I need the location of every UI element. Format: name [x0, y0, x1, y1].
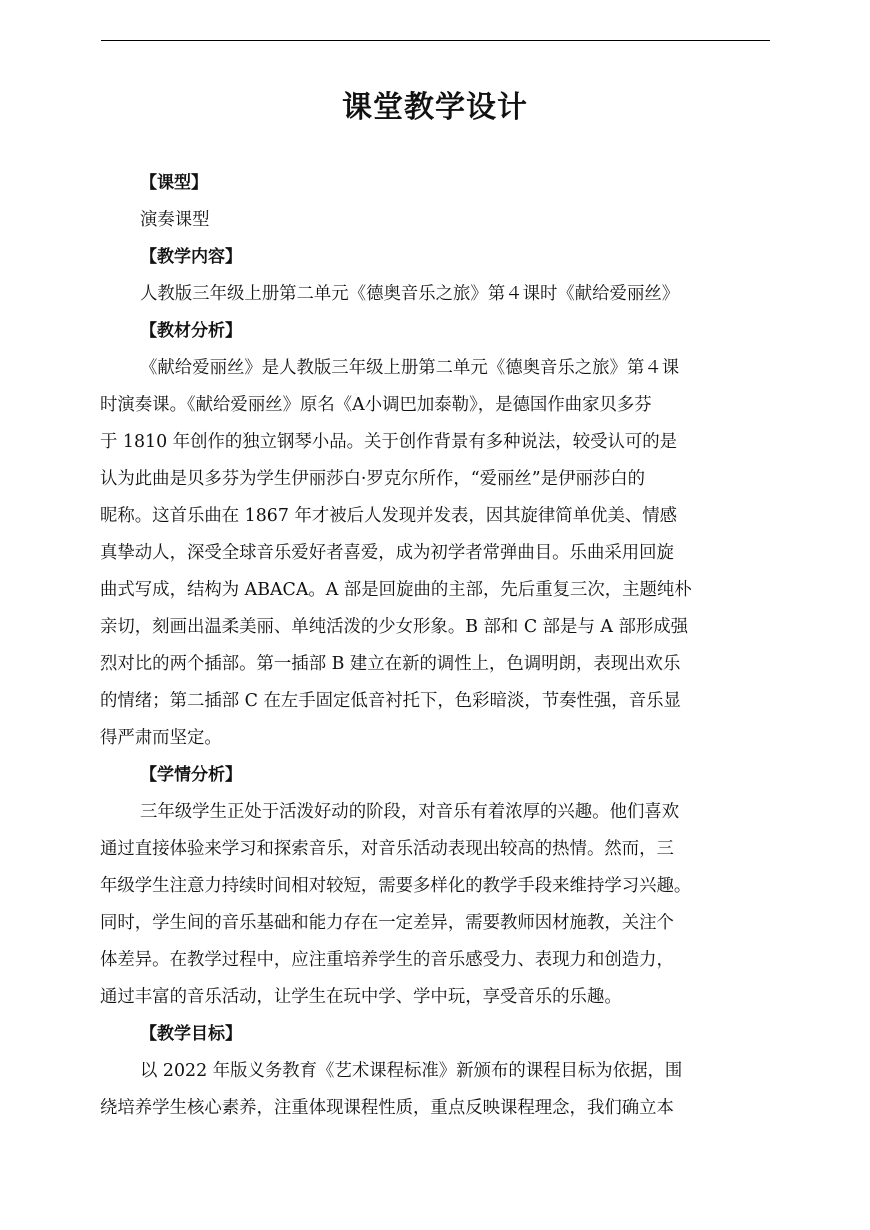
section-heading: 【教材分析】 [140, 321, 242, 341]
paragraph-line: 亲切，刻画出温柔美丽、单纯活泼的少女形象。B 部和 C 部是与 A 部形成强 [100, 617, 689, 637]
section-student-analysis [100, 757, 776, 1016]
paragraph-line: 同时，学生间的音乐基础和能力存在一定差异，需要教师因材施教，关注个 [100, 913, 674, 933]
section-teaching-content [100, 239, 776, 313]
section-teaching-objectives [100, 1016, 776, 1127]
paragraph-line: 曲式写成，结构为 ABACA。A 部是回旋曲的主部，先后重复三次，主题纯朴 [100, 580, 692, 600]
document-title: 课堂教学设计 [342, 90, 528, 125]
paragraph-line: 烈对比的两个插部。第一插部 B 建立在新的调性上，色调明朗，表现出欢乐 [100, 654, 681, 674]
section-heading: 【教学目标】 [140, 1024, 242, 1044]
paragraph-line: 于 1810 年创作的独立钢琴小品。关于创作背景有多种说法，较受认可的是 [100, 432, 678, 452]
paragraph-line: 三年级学生正处于活泼好动的阶段，对音乐有着浓厚的兴趣。他们喜欢 [140, 802, 680, 822]
paragraph-line: 通过直接体验来学习和探索音乐，对音乐活动表现出较高的热情。然而，三 [100, 839, 674, 859]
section-material-analysis [100, 313, 776, 757]
paragraph-line: 得严肃而坚定。 [100, 728, 222, 748]
paragraph-line: 认为此曲是贝多芬为学生伊丽莎白·罗克尔所作，“爱丽丝”是伊丽莎白的 [100, 469, 646, 489]
paragraph-line: 以 2022 年版义务教育《艺术课程标准》新颁布的课程目标为依据，围 [140, 1061, 683, 1081]
paragraph-line: 时演奏课。《献给爱丽丝》原名《A小调巴加泰勒》，是德国作曲家贝多芬 [100, 395, 652, 415]
paragraph-line: 年级学生注意力持续时间相对较短，需要多样化的教学手段来维持学习兴趣。 [100, 876, 692, 896]
paragraph-line: 演奏课型 [140, 210, 210, 230]
paragraph-line: 真挚动人，深受全球音乐爱好者喜爱，成为初学者常弹曲目。乐曲采用回旋 [100, 543, 674, 563]
paragraph-line: 通过丰富的音乐活动，让学生在玩中学、学中玩，享受音乐的乐趣。 [100, 987, 622, 1007]
section-heading: 【教学内容】 [140, 247, 242, 267]
section-heading: 【学情分析】 [140, 765, 242, 785]
section-heading: 【课型】 [140, 173, 208, 193]
document-body [100, 165, 776, 1127]
paragraph-line: 体差异。在教学过程中，应注重培养学生的音乐感受力、表现力和创造力， [100, 950, 674, 970]
paragraph-line: 人教版三年级上册第二单元《德奥音乐之旅》第４课时《献给爱丽丝》 [140, 284, 680, 304]
paragraph-line: 绕培养学生核心素养，注重体现课程性质，重点反映课程理念，我们确立本 [100, 1098, 674, 1118]
paragraph-line: 昵称。这首乐曲在 1867 年才被后人发现并发表，因其旋律简单优美、情感 [100, 506, 678, 526]
paragraph-line: 的情绪；第二插部 C 在左手固定低音衬托下，色彩暗淡，节奏性强，音乐显 [100, 691, 681, 711]
section-lesson-type [100, 165, 776, 239]
paragraph-line: 《献给爱丽丝》是人教版三年级上册第二单元《德奥音乐之旅》第４课 [140, 358, 680, 378]
header-rule [101, 40, 770, 41]
